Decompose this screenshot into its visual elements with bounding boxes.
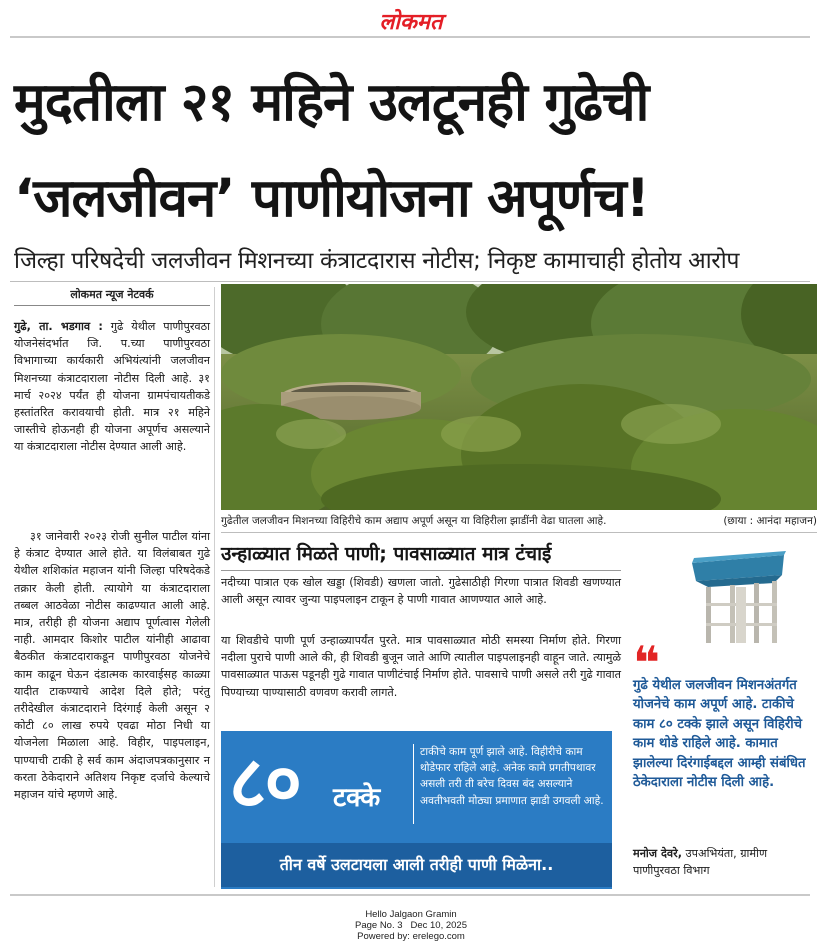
footer-powered-by bbox=[0, 931, 822, 942]
fact-box-number: ८० bbox=[229, 740, 300, 824]
article-paragraph-1 bbox=[14, 318, 210, 456]
byline-divider bbox=[14, 305, 210, 306]
newspaper-logo: लोकमत bbox=[379, 10, 443, 35]
masthead-divider bbox=[10, 36, 810, 38]
footer-page-info bbox=[0, 920, 822, 931]
fact-box-unit: टक्के bbox=[333, 783, 381, 813]
footer-powered-link[interactable]: Powered by: erelego.com bbox=[357, 931, 465, 942]
page-bottom-divider bbox=[10, 894, 810, 896]
photo-caption-text: गुढेतील जलजीवन मिशनच्या विहिरीचे काम अद्याप अपूर्ण असून या विहिरीला झाडींनी वेढा घातला आहे. bbox=[221, 515, 607, 527]
deck-divider bbox=[10, 281, 810, 282]
subheading-divider bbox=[221, 570, 621, 571]
page-footer bbox=[0, 909, 822, 942]
sidebar-paragraph-1: नदीच्या पात्रात एक खोल खड्डा (शिवडी) खणला जातो. गुढेसाठीही गिरणा पात्रात शिवडी खणण्यात आली असून त्यावर जुन्या पाइपलाइन टाकून हे पाणी गावात आणण्यात आले आहे. bbox=[221, 576, 621, 607]
photo-credit: (छाया : आनंदा महाजन) bbox=[723, 515, 817, 527]
footer-date: Dec 10, 2025 bbox=[410, 920, 467, 931]
headline-line-2: ‘जलजीवन’ पाणीयोजना अपूर्णच! bbox=[14, 168, 649, 229]
article-paragraph-2: ३१ जानेवारी २०२३ रोजी सुनील पाटील यांना हे कंत्राट देण्यात आले होते. या विलंबाबत गुढे येथील शशिकांत महाजन यांनी जिल्हा परिषदेकडे तक्रार केली होती. त्यायोगे या कंत्राटदाराला तब्बल आठवेळा नोटीस काढण्यात आली आहे. मात्र, तरीही ही योजना अद्याप पूर्णत्वास गेलेली नाही. आमदार किशोर पाटील यांनीही आढावा बैठकीत कंत्राटदाराकडून पाणीपुरवठा योजनेचे काम काढून घेऊन दंडात्मक कारवाईसह काळ्या यादीत टाकण्याचे आदेश दिले होते; परंतु तरीदेखील कंत्राटदाराने दिरंगाई केली असून २ कोटी ८० लाख रुपये एवढा मोठा निधी या योजनेला मिळाला आहे. विहीर, पाइपलाइन, पाण्याची टाकी हे सर्व काम अंदाजपत्रकानुसार न करता ठेकेदाराने अतिशय निकृष्ट दर्जाचे केल्याचे महाजन यांचे म्हणणे आहे. bbox=[14, 530, 210, 802]
news-photo-overgrown-well bbox=[221, 284, 817, 510]
quote-author-name: मनोज देवरे, bbox=[633, 847, 682, 860]
headline-line-1: मुदतीला २१ महिने उलटूनही गुढेची bbox=[14, 72, 649, 133]
column-divider bbox=[214, 287, 215, 887]
footer-edition: Hello Jalgaon Gramin bbox=[365, 909, 457, 920]
official-quote: गुढे येथील जलजीवन मिशनअंतर्गत योजनेचे काम अपूर्ण आहे. टाकीचे काम ८० टक्के झाले असून विहिरीचे काम थोडे राहिले आहे. कामात झालेल्या दिरंगाईबद्दल आम्ही संबंधित ठेकेदाराला नोटीस दिली आहे. bbox=[633, 678, 806, 791]
fact-box-text: टाकीचे काम पूर्ण झाले आहे. विहीरीचे काम थोडेफार राहिले आहे. अनेक कामे प्रगतीपथावर असली तरी ती बरेच दिवस बंद असल्याने अवतीभवती मोठ्या प्रमाणात झाडी उगवली आहे. bbox=[420, 746, 604, 807]
deck-subheadline: जिल्हा परिषदेची जलजीवन मिशनच्या कंत्राटदारास नोटीस; निकृष्ट कामाचाही होतोय आरोप bbox=[14, 248, 740, 274]
sidebar-subheading: उन्हाळ्यात मिळते पाणी; पावसाळ्यात मात्र टंचाई bbox=[221, 543, 552, 565]
water-tank-photo bbox=[678, 541, 808, 643]
fact-box-footer: तीन वर्षे उलटायला आली तरीही पाणी मिळेना.. bbox=[221, 843, 612, 887]
article-dateline: गुढे, ता. भडगाव : bbox=[14, 320, 103, 333]
footer-page-number: Page No. 3 bbox=[355, 920, 403, 931]
byline: लोकमत न्यूज नेटवर्क bbox=[70, 288, 154, 301]
sidebar-paragraph-2: या शिवडीचे पाणी पूर्ण उन्हाळ्यापर्यंत पुरते. मात्र पावसाळ्यात मोठी समस्या निर्माण होते. गिरणा नदीला पुराचे पाणी आले की, ही शिवडी बुजून जाते आणि त्यातील पाइपलाइनही वाहून जाते. त्यामुळे पावसाळ्यात पाऊस पडूनही गुढे गावात पाणीटंचाई निर्माण होते. पावसाचे पाणी असले तरी गुढे गावात पिण्याच्या पाण्यासाठी वणवण करावी लागते. bbox=[221, 634, 621, 699]
article-paragraph-1-text: गुढे येथील पाणीपुरवठा योजनेसंदर्भात जि. प.च्या पाणीपुरवठा विभागाच्या कार्यकारी अभियंत्यांनी जलजीवन मिशनच्या कंत्राटदाराला नोटीस दिली आहे. ३१ मार्च २०२४ पर्यंत ही योजना ग्रामपंचायतीकडे हस्तांतरित करावयाची होती. मात्र २१ महिने जास्तीचे होऊनही ही योजना अपूर्णच असल्याने या कंत्राटदाराला नोटीस देण्यात आली आहे. bbox=[14, 320, 211, 454]
photo-caption bbox=[221, 512, 817, 530]
fact-box-divider bbox=[413, 744, 414, 824]
quote-author-role: उपअभियंता, ग्रामीण पाणीपुरवठा विभाग bbox=[633, 847, 768, 877]
quote-mark-icon: ❝ bbox=[633, 636, 660, 690]
quote-attribution bbox=[633, 845, 811, 879]
caption-divider bbox=[221, 532, 817, 533]
